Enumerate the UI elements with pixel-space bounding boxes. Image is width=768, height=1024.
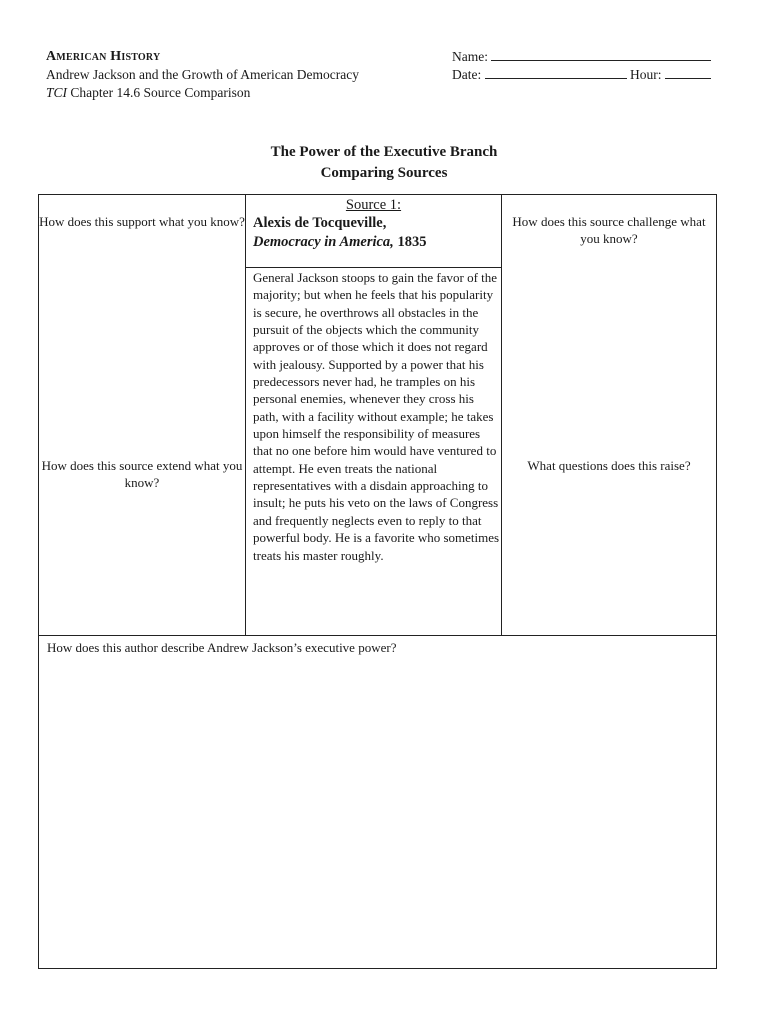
- source-work-line: [246, 233, 501, 252]
- unit-title: Andrew Jackson and the Growth of American Democracy: [46, 67, 360, 82]
- source-comparison-table: [38, 194, 717, 969]
- title-line-1: The Power of the Executive Branch: [270, 144, 498, 160]
- name-label: Name:: [452, 49, 488, 64]
- date-label: Date:: [452, 67, 482, 82]
- date-hour-line: [452, 66, 711, 84]
- source-number: Source 1:: [345, 197, 402, 213]
- hour-field[interactable]: [665, 66, 711, 79]
- challenge-question: How does this source challenge what you know?: [512, 214, 706, 246]
- source-year: 1835: [393, 234, 427, 250]
- name-line: [452, 48, 711, 66]
- chapter-line: [46, 84, 359, 102]
- hour-label: Hour:: [630, 67, 662, 82]
- worksheet-title: [0, 142, 768, 184]
- table-divider-right: [501, 195, 502, 636]
- course-title: American History: [46, 49, 161, 64]
- title-line-2: Comparing Sources: [320, 165, 448, 181]
- extend-question: How does this source extend what you know?: [41, 458, 243, 490]
- source-excerpt: General Jackson stoops to gain the favor of the majority; but when he feels that his popularity is secure, he overthrows all obstacles in the pursuit of the objects which the community approves or of those which it does not regard with jealousy. Supported by a power that his predecessors never had, he tramples on his personal enemies, whenever they cross his path, with a facility without example; he takes upon himself the responsibility of measures that no one before him would have ventured to attempt. He even treats the national representatives with a disdain approaching to insult; he puts his veto on the laws of Congress and frequently neglects even to reply to that powerful body. He is a favorite who sometimes treats his master roughly.: [253, 270, 500, 563]
- worksheet-header-left: [46, 48, 359, 102]
- raise-question: What questions does this raise?: [527, 458, 691, 473]
- source-author: Alexis de Tocqueville,: [253, 215, 387, 231]
- support-question: How does this support what you know?: [39, 214, 245, 229]
- table-row-divider: [39, 635, 716, 636]
- chapter-prefix: TCI: [46, 85, 68, 100]
- worksheet-header-right: [452, 48, 711, 84]
- date-field[interactable]: [485, 66, 627, 79]
- chapter-rest: Chapter 14.6 Source Comparison: [67, 85, 251, 100]
- source-work-title: Democracy in America,: [253, 234, 394, 250]
- source-header: [246, 195, 501, 267]
- name-field[interactable]: [491, 48, 711, 61]
- describe-power-question: How does this author describe Andrew Jackson’s executive power?: [47, 640, 397, 655]
- source-header-divider: [245, 267, 501, 268]
